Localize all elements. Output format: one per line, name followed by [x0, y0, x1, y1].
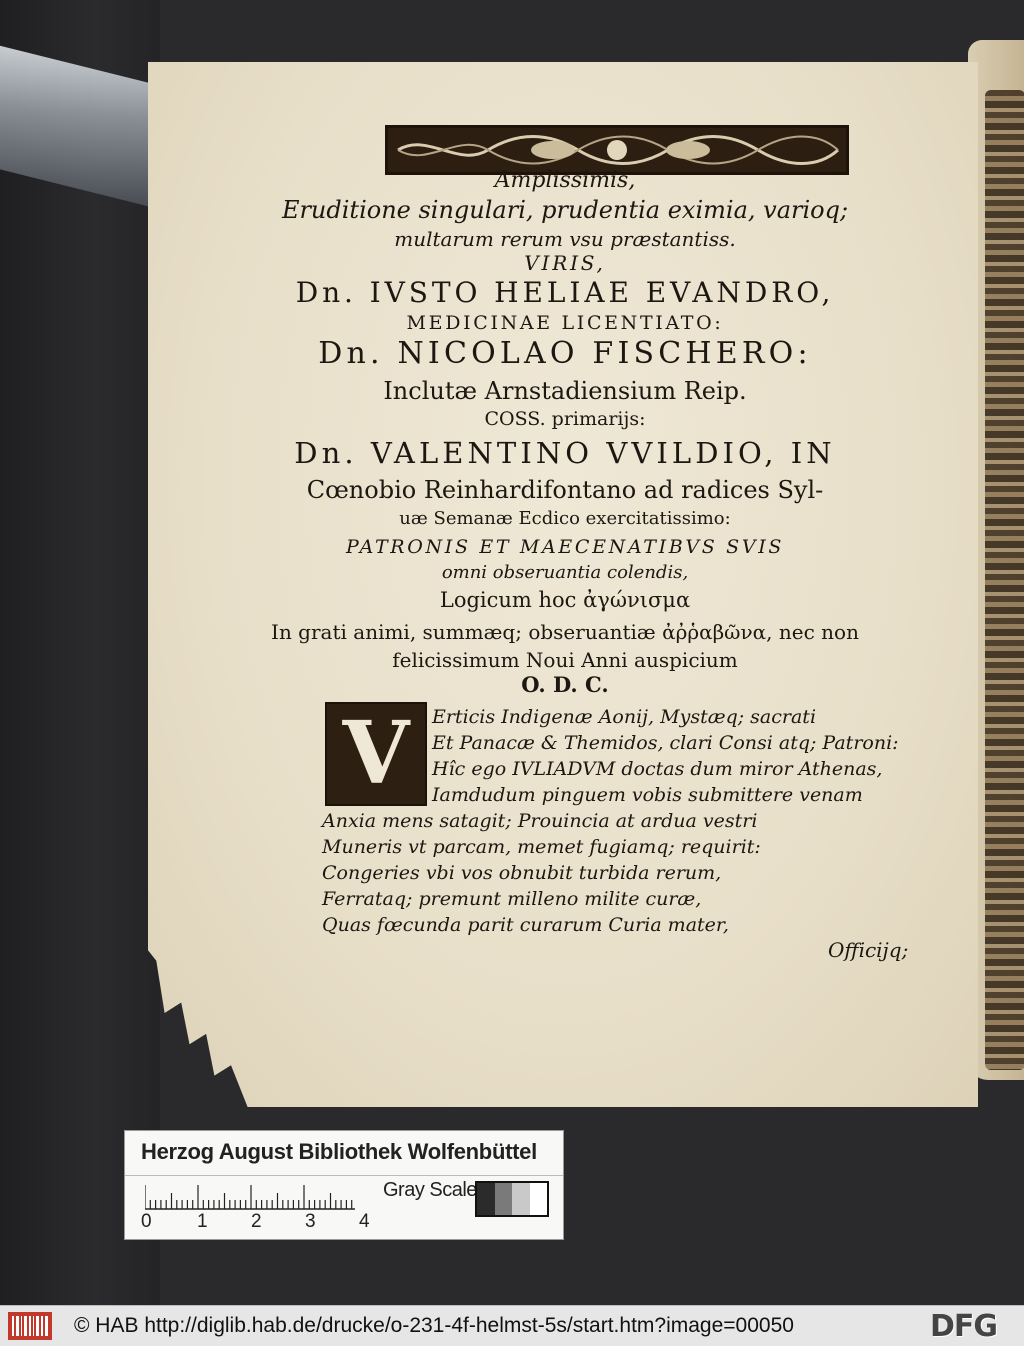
dedication-line-15: Logicum hoc ἀγώνισμα [439, 588, 691, 612]
library-color-card [124, 1130, 564, 1240]
gray-swatch-light [512, 1183, 530, 1215]
ruler-number-3: 3 [305, 1211, 316, 1232]
gray-scale-label: Gray Scale [383, 1179, 477, 1201]
ruler-number-4: 4 [359, 1211, 370, 1232]
verse-line-3: Hîc ego IVLIADVM doctas dum miror Athenas, [432, 758, 883, 780]
gray-swatch-black [477, 1183, 495, 1215]
catchword: Officijq; [828, 938, 909, 962]
dedication-line-13: PATRONIS ET MAECENATIBVS SVIS [345, 536, 785, 558]
dedication-line-3: multarum rerum vsu præstantiss. [394, 227, 736, 251]
verse-line-9: Quas fœcunda parit curarum Curia mater, [322, 914, 729, 936]
ruler-ticks [145, 1181, 355, 1211]
dedication-line-2: Eruditione singulari, prudentia eximia, varioq; [281, 196, 849, 224]
dedication-line-9: COSS. primarijs: [484, 408, 646, 430]
initial-letter: V [342, 703, 410, 804]
dedication-line-18: O. D. C. [521, 672, 609, 697]
verse-line-7: Congeries vbi vos obnubit turbida rerum, [322, 862, 722, 884]
dedication-line-5: Dn. IVSTO HELIAE EVANDRO, [295, 276, 835, 309]
gray-scale-swatches [475, 1181, 549, 1217]
dedication-line-11: Cœnobio Reinhardifontano ad radices Syl- [306, 476, 824, 504]
library-title: Herzog August Bibliothek Wolfenbüttel [141, 1139, 537, 1164]
dedication-line-12: uæ Semanæ Ecdico exercitatissimo: [399, 508, 731, 529]
dedication-line-17: felicissimum Noui Anni auspicium [392, 648, 738, 672]
ruler-number-1: 1 [197, 1211, 208, 1232]
facing-page-ornament-border [985, 90, 1024, 1070]
verse-line-8: Ferrataq; premunt milleno milite curæ, [322, 888, 702, 910]
verse-line-1: Erticis Indigenæ Aonij, Mystæq; sacrati [432, 706, 817, 728]
decorated-initial [325, 702, 427, 806]
dedication-line-1: Amplissimis, [494, 168, 636, 193]
dedication-line-10: Dn. VALENTINO VVILDIO, IN [294, 436, 836, 470]
verse-line-6: Muneris vt parcam, memet fugiamq; requirit: [322, 836, 761, 858]
ruler-number-2: 2 [251, 1211, 262, 1232]
dedication-line-16: In grati animi, summæq; obseruantiæ ἀῤῥαβῶνα, nec non [271, 620, 859, 644]
dedication-line-8: Inclutæ Arnstadiensium Reip. [383, 377, 747, 405]
dedication-line-6: MEDICINAE LICENTIATO: [406, 312, 724, 334]
dedication-line-14: omni obseruantia colendis, [441, 562, 689, 583]
dfg-logo: DFG [930, 1309, 998, 1344]
dedication-line-4: VIRIS, [524, 251, 606, 275]
verse-line-5: Anxia mens satagit; Prouincia at ardua vestri [322, 810, 758, 832]
ruler-numbers [139, 1211, 379, 1235]
source-url[interactable]: © HAB http://diglib.hab.de/drucke/o-231-4f-helmst-5s/start.htm?image=00050 [74, 1314, 794, 1337]
verse-line-4: Iamdudum pinguem vobis submittere venam [432, 784, 863, 806]
gray-swatch-dark [495, 1183, 513, 1215]
ruler-number-0: 0 [141, 1211, 152, 1232]
verse-line-2: Et Panacæ & Themidos, clari Consi atq; Patroni: [432, 732, 899, 754]
card-divider [125, 1175, 563, 1176]
barcode-icon [8, 1312, 52, 1340]
dedication-line-7: Dn. NICOLAO FISCHERO: [318, 336, 812, 371]
gray-swatch-white [530, 1183, 548, 1215]
footer-bar [0, 1305, 1024, 1346]
